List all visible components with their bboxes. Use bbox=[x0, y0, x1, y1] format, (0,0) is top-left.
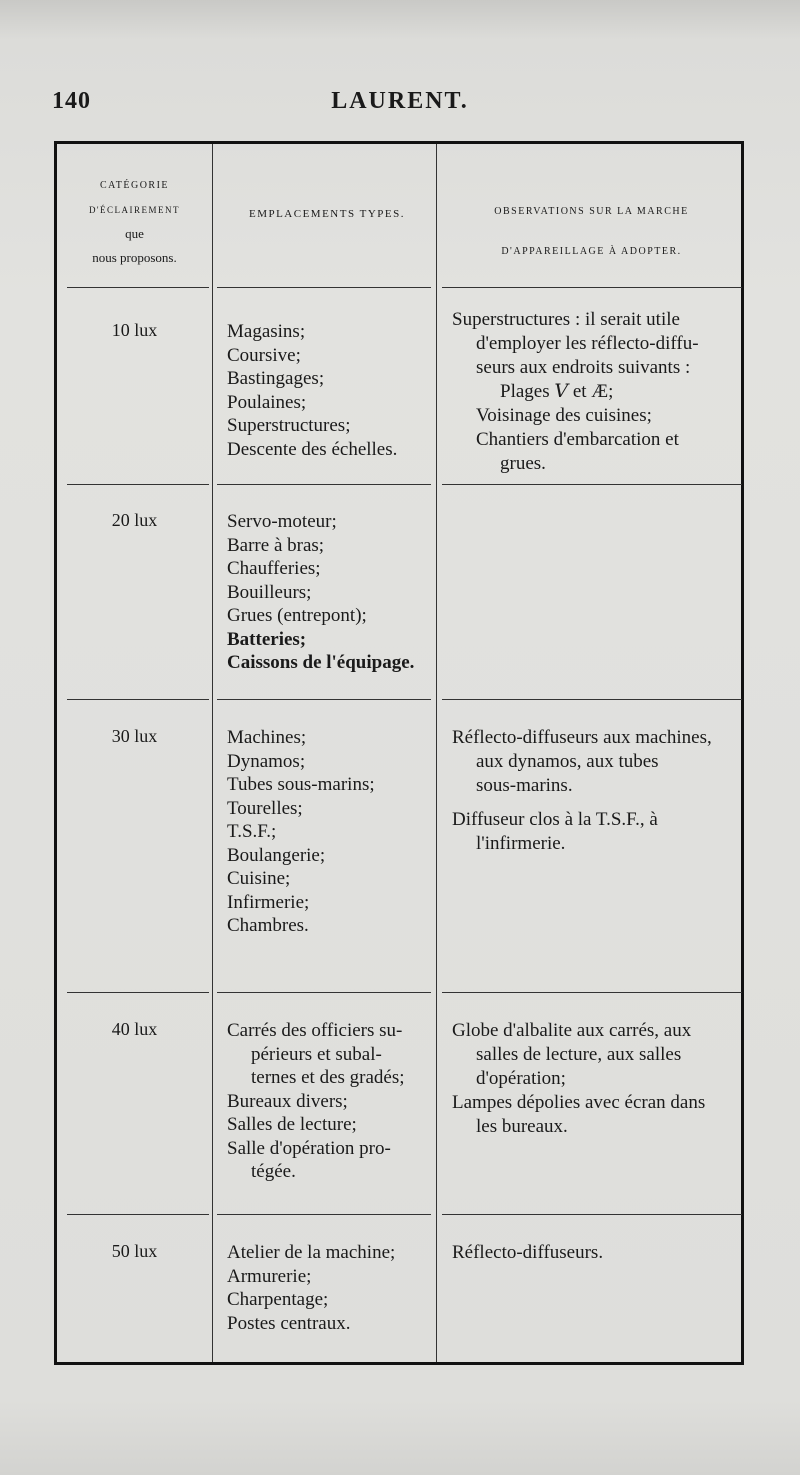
page-number: 140 bbox=[52, 88, 91, 114]
row-separator bbox=[67, 992, 209, 993]
location-item: Postes centraux. bbox=[227, 1312, 351, 1334]
row-separator bbox=[442, 699, 742, 700]
observation-line: Diffuseur clos à la T.S.F., à bbox=[452, 809, 658, 830]
observations-40-lux bbox=[452, 1019, 742, 1139]
page-header bbox=[0, 88, 800, 128]
location-item: Machines; bbox=[227, 727, 307, 748]
header-locations: EMPLACEMENTS TYPES. bbox=[248, 208, 406, 220]
row-separator bbox=[217, 992, 431, 993]
observation-line: Superstructures : il serait utile bbox=[452, 309, 680, 330]
category-20-lux: 20 lux bbox=[111, 510, 158, 530]
locations-30-lux bbox=[227, 726, 439, 938]
location-item: Poulaines; bbox=[227, 391, 307, 413]
row-separator bbox=[442, 1214, 742, 1215]
observation-line: seurs aux endroits suivants : bbox=[476, 357, 691, 378]
location-item: Charpentage; bbox=[227, 1289, 329, 1310]
location-item: Infirmerie; bbox=[227, 891, 310, 913]
header-observations bbox=[439, 192, 744, 272]
location-item: Armurerie; bbox=[227, 1265, 312, 1287]
location-item: Magasins; bbox=[227, 321, 306, 342]
observation-line: Réflecto-diffuseurs aux machines, bbox=[452, 727, 712, 748]
location-item: Tourelles; bbox=[227, 797, 303, 819]
row-separator bbox=[442, 287, 742, 288]
observation-line: d'opération; bbox=[476, 1068, 566, 1089]
lighting-table bbox=[54, 141, 744, 1365]
locations-40-lux bbox=[227, 1019, 439, 1184]
location-item: Carrés des officiers su- bbox=[227, 1020, 403, 1041]
location-item: Tubes sous-marins; bbox=[227, 774, 375, 795]
header-category bbox=[57, 174, 212, 270]
running-head: LAURENT. bbox=[331, 88, 469, 114]
location-item: Dynamos; bbox=[227, 750, 306, 772]
locations-20-lux bbox=[227, 510, 439, 675]
row-separator bbox=[217, 484, 431, 485]
observations-50-lux bbox=[452, 1241, 742, 1265]
observation-line: sous-marins. bbox=[476, 775, 573, 796]
header-observations-line: OBSERVATIONS SUR LA MARCHE bbox=[494, 206, 689, 217]
location-item: tégée. bbox=[251, 1161, 296, 1182]
observation-line: d'employer les réflecto-diffu- bbox=[476, 333, 699, 354]
location-item: Bouilleurs; bbox=[227, 581, 312, 603]
row-separator bbox=[67, 484, 209, 485]
row-separator bbox=[217, 287, 431, 288]
observation-line: Globe d'albalite aux carrés, aux bbox=[452, 1020, 692, 1041]
observation-line: Lampes dépolies avec écran dans bbox=[452, 1092, 706, 1113]
location-item: ternes et des gradés; bbox=[251, 1067, 405, 1088]
row-separator bbox=[67, 699, 209, 700]
category-50-lux: 50 lux bbox=[111, 1241, 158, 1261]
observation-line: aux dynamos, aux tubes bbox=[476, 751, 659, 772]
category-40-lux: 40 lux bbox=[111, 1019, 158, 1039]
column-divider bbox=[212, 144, 213, 1362]
row-separator bbox=[442, 992, 742, 993]
location-item: Bureaux divers; bbox=[227, 1090, 348, 1112]
location-item: Chaufferies; bbox=[227, 558, 321, 579]
location-item: Caissons de l'équipage. bbox=[227, 652, 415, 673]
location-item: Chambres. bbox=[227, 915, 309, 936]
locations-10-lux bbox=[227, 320, 439, 461]
locations-50-lux bbox=[227, 1241, 439, 1335]
location-item: Servo-moteur; bbox=[227, 511, 337, 532]
location-item: Cuisine; bbox=[227, 868, 291, 889]
location-item: Grues (entrepont); bbox=[227, 605, 367, 626]
header-category-line: CATÉGORIE bbox=[99, 180, 170, 191]
row-separator bbox=[442, 484, 742, 485]
observations-30-lux bbox=[452, 726, 742, 856]
observation-line: Chantiers d'embarcation et bbox=[476, 429, 679, 450]
observation-line: Réflecto-diffuseurs. bbox=[452, 1242, 604, 1263]
location-item: T.S.F.; bbox=[227, 821, 277, 842]
location-item: périeurs et subal- bbox=[251, 1043, 382, 1065]
header-observations-line: D'APPAREILLAGE À ADOPTER. bbox=[501, 246, 682, 257]
category-10-lux: 10 lux bbox=[111, 320, 158, 340]
row-separator bbox=[217, 1214, 431, 1215]
observation-line: Plages 𝑉 et Æ; bbox=[500, 381, 614, 402]
observation-line: salles de lecture, aux salles bbox=[476, 1044, 682, 1065]
category-30-lux: 30 lux bbox=[111, 726, 158, 746]
location-item: Bastingages; bbox=[227, 368, 325, 389]
observations-10-lux bbox=[452, 308, 742, 476]
row-separator bbox=[67, 287, 209, 288]
observation-line: les bureaux. bbox=[476, 1116, 568, 1137]
observation-line: Voisinage des cuisines; bbox=[476, 405, 652, 426]
location-item: Boulangerie; bbox=[227, 844, 326, 866]
header-category-line: D'ÉCLAIREMENT bbox=[88, 205, 181, 215]
location-item: Descente des échelles. bbox=[227, 438, 398, 460]
location-item: Superstructures; bbox=[227, 415, 351, 436]
row-separator bbox=[67, 1214, 209, 1215]
observation-line: grues. bbox=[500, 453, 546, 474]
header-category-line: nous proposons. bbox=[92, 250, 177, 265]
location-item: Coursive; bbox=[227, 344, 301, 366]
location-item: Batteries; bbox=[227, 628, 307, 650]
location-item: Salle d'opération pro- bbox=[227, 1137, 391, 1159]
location-item: Atelier de la machine; bbox=[227, 1242, 396, 1263]
row-separator bbox=[217, 699, 431, 700]
observation-line: l'infirmerie. bbox=[476, 833, 566, 854]
location-item: Barre à bras; bbox=[227, 534, 325, 556]
location-item: Salles de lecture; bbox=[227, 1114, 357, 1135]
header-category-line: que bbox=[125, 226, 144, 241]
